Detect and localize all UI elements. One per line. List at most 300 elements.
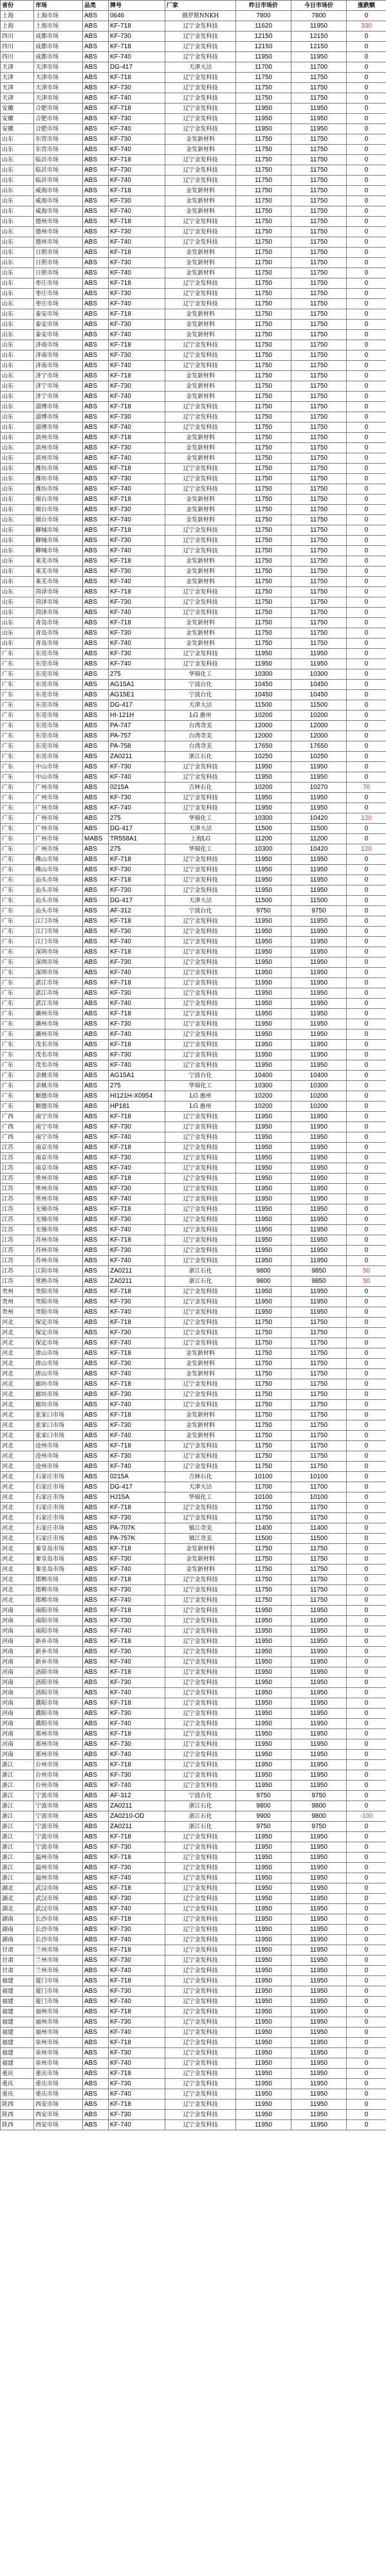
cell-change: 0 [347, 597, 386, 608]
cell-province: 山东 [1, 608, 34, 618]
cell-province: 浙江 [1, 1853, 34, 1863]
cell-change: 0 [347, 1554, 386, 1565]
cell-province: 浙江 [1, 1760, 34, 1770]
cell-category: ABS [83, 752, 109, 762]
cell-manufacturer: 辽宁金发科技 [165, 1626, 236, 1637]
cell-market: 台州市场 [34, 1770, 83, 1781]
table-row [1, 1225, 386, 1235]
cell-province: 广东 [1, 669, 34, 680]
cell-category: MABS [83, 834, 109, 844]
cell-category: ABS [83, 299, 109, 309]
cell-yesterday-price: 11950 [236, 1770, 291, 1781]
cell-category: ABS [83, 392, 109, 402]
cell-change: 0 [347, 1163, 386, 1174]
table-row [1, 1822, 386, 1832]
cell-province: 山东 [1, 381, 34, 392]
cell-yesterday-price: 11750 [236, 1595, 291, 1606]
cell-yesterday-price: 11950 [236, 957, 291, 968]
cell-category: ABS [83, 1719, 109, 1729]
cell-change: 0 [347, 546, 386, 556]
cell-province: 山东 [1, 515, 34, 525]
cell-province: 江苏 [1, 1256, 34, 1266]
cell-category: ABS [83, 1472, 109, 1482]
cell-manufacturer: 金发新材料 [165, 309, 236, 320]
cell-grade: KF-740 [109, 772, 165, 783]
cell-manufacturer: 金发新材料 [165, 453, 236, 464]
cell-yesterday-price: 11950 [236, 1832, 291, 1842]
cell-category: ABS [83, 865, 109, 875]
cell-grade: AG15A1 [109, 680, 165, 690]
cell-change: -100 [347, 1811, 386, 1822]
cell-market: 濮阳市场 [34, 1719, 83, 1729]
cell-market: 石家庄市场 [34, 1513, 83, 1523]
cell-province: 广西 [1, 1122, 34, 1132]
table-row [1, 176, 386, 186]
table-row [1, 1606, 386, 1616]
cell-manufacturer: 辽宁金发科技 [165, 978, 236, 988]
table-row [1, 2048, 386, 2058]
cell-change: 0 [347, 1102, 386, 1112]
cell-manufacturer: 吉林石化 [165, 1472, 236, 1482]
cell-yesterday-price: 11750 [236, 278, 291, 289]
cell-category: ABS [83, 145, 109, 155]
table-row [1, 752, 386, 762]
cell-category: ABS [83, 844, 109, 855]
cell-manufacturer: 辽宁金发科技 [165, 278, 236, 289]
cell-change: 0 [347, 608, 386, 618]
cell-yesterday-price: 12000 [236, 721, 291, 731]
cell-change: 0 [347, 947, 386, 957]
cell-manufacturer: 辽宁金发科技 [165, 957, 236, 968]
cell-today-price: 11500 [291, 1534, 347, 1544]
cell-change: 0 [347, 320, 386, 330]
cell-manufacturer: 辽宁金发科技 [165, 1709, 236, 1719]
cell-change: 0 [347, 1750, 386, 1760]
cell-grade: KF-730 [109, 1420, 165, 1431]
cell-grade: KF-718 [109, 916, 165, 927]
cell-change: 120 [347, 844, 386, 855]
cell-yesterday-price: 11950 [236, 1986, 291, 1997]
cell-province: 浙江 [1, 1801, 34, 1811]
cell-province: 河北 [1, 1595, 34, 1606]
table-row [1, 546, 386, 556]
cell-province: 河北 [1, 1328, 34, 1338]
table-row [1, 227, 386, 237]
cell-grade: DG-417 [109, 700, 165, 711]
cell-province: 广东 [1, 649, 34, 659]
cell-today-price: 11950 [291, 52, 347, 62]
cell-province: 山东 [1, 248, 34, 258]
table-row [1, 947, 386, 957]
cell-category: ABS [83, 32, 109, 42]
table-row [1, 330, 386, 340]
cell-yesterday-price: 10200 [236, 1102, 291, 1112]
cell-change: 0 [347, 1781, 386, 1791]
cell-today-price: 11950 [291, 1667, 347, 1678]
cell-province: 甘肃 [1, 1945, 34, 1955]
cell-manufacturer: 金发新材料 [165, 381, 236, 392]
cell-market: 汕头市场 [34, 885, 83, 896]
cell-province: 广东 [1, 1040, 34, 1050]
cell-grade: KF-718 [109, 1204, 165, 1215]
cell-manufacturer: 辽宁金发科技 [165, 402, 236, 412]
cell-category: ABS [83, 608, 109, 618]
cell-yesterday-price: 11950 [236, 2007, 291, 2017]
cell-grade: KF-730 [109, 988, 165, 999]
cell-manufacturer: LG 惠州 [165, 1102, 236, 1112]
cell-manufacturer: 台湾奇美 [165, 741, 236, 752]
cell-today-price: 11950 [291, 1174, 347, 1184]
cell-province: 广东 [1, 999, 34, 1009]
cell-manufacturer: 辽宁金发科技 [165, 1894, 236, 1904]
cell-market: 枣庄市场 [34, 278, 83, 289]
cell-category: ABS [83, 278, 109, 289]
cell-province: 广东 [1, 896, 34, 906]
cell-yesterday-price: 11950 [236, 1256, 291, 1266]
cell-grade: 275 [109, 669, 165, 680]
cell-yesterday-price: 11950 [236, 2048, 291, 2058]
cell-market: 沧州市场 [34, 1462, 83, 1472]
table-row [1, 1709, 386, 1719]
cell-yesterday-price: 12150 [236, 32, 291, 42]
cell-today-price: 10100 [291, 1472, 347, 1482]
cell-change: 0 [347, 587, 386, 597]
cell-category: ABS [83, 1698, 109, 1709]
cell-manufacturer: 天津大沽 [165, 824, 236, 834]
cell-province: 山东 [1, 289, 34, 299]
cell-category: ABS [83, 813, 109, 824]
cell-today-price: 11750 [291, 350, 347, 361]
cell-market: 南宁市场 [34, 1122, 83, 1132]
cell-manufacturer: 辽宁金发科技 [165, 659, 236, 669]
cell-market: 南宁市场 [34, 1132, 83, 1143]
cell-manufacturer: 辽宁金发科技 [165, 1112, 236, 1122]
cell-province: 广东 [1, 1071, 34, 1081]
cell-market: 新乡市场 [34, 1647, 83, 1657]
table-row [1, 927, 386, 937]
cell-grade: KF-718 [109, 371, 165, 381]
cell-yesterday-price: 11750 [236, 206, 291, 217]
cell-manufacturer: 辽宁金发科技 [165, 2069, 236, 2079]
cell-yesterday-price: 11700 [236, 1482, 291, 1492]
cell-grade: KF-718 [109, 1441, 165, 1451]
table-row [1, 392, 386, 402]
cell-yesterday-price: 11750 [236, 1348, 291, 1359]
cell-grade: KF-740 [109, 1060, 165, 1071]
cell-yesterday-price: 11950 [236, 1647, 291, 1657]
cell-manufacturer: 辽宁金发科技 [165, 885, 236, 896]
cell-change: 0 [347, 330, 386, 340]
cell-market: 武汉市场 [34, 1883, 83, 1894]
cell-province: 四川 [1, 52, 34, 62]
table-row [1, 1770, 386, 1781]
cell-change: 0 [347, 968, 386, 978]
table-row [1, 1318, 386, 1328]
cell-province: 广东 [1, 865, 34, 875]
cell-manufacturer: 辽宁金发科技 [165, 1925, 236, 1935]
cell-manufacturer: 天津大沽 [165, 62, 236, 73]
cell-yesterday-price: 11750 [236, 433, 291, 443]
table-row [1, 1935, 386, 1945]
cell-grade: DG-417 [109, 1482, 165, 1492]
cell-market: 宁波市场 [34, 1822, 83, 1832]
cell-province: 江苏 [1, 1153, 34, 1163]
table-row [1, 515, 386, 525]
cell-yesterday-price: 11950 [236, 1163, 291, 1174]
cell-market: 兰州市场 [34, 1945, 83, 1955]
table-row [1, 299, 386, 309]
cell-grade: KF-718 [109, 2007, 165, 2017]
cell-province: 广东 [1, 906, 34, 916]
cell-manufacturer: 辽宁金发科技 [165, 803, 236, 813]
cell-market: 无锡市场 [34, 1204, 83, 1215]
cell-province: 浙江 [1, 1832, 34, 1842]
cell-today-price: 11750 [291, 639, 347, 649]
cell-grade: KF-740 [109, 1565, 165, 1575]
cell-manufacturer: 辽宁金发科技 [165, 1739, 236, 1750]
cell-manufacturer: 辽宁金发科技 [165, 1945, 236, 1955]
cell-province: 山东 [1, 320, 34, 330]
cell-today-price: 11750 [291, 134, 347, 145]
cell-province: 四川 [1, 32, 34, 42]
cell-category: ABS [83, 1739, 109, 1750]
cell-province: 广东 [1, 752, 34, 762]
cell-today-price: 11950 [291, 1235, 347, 1246]
cell-grade: HP181 [109, 1102, 165, 1112]
cell-today-price: 11950 [291, 2017, 347, 2027]
table-row [1, 988, 386, 999]
cell-yesterday-price: 11750 [236, 309, 291, 320]
cell-yesterday-price: 11950 [236, 916, 291, 927]
cell-province: 山东 [1, 268, 34, 278]
cell-change: 0 [347, 32, 386, 42]
table-row [1, 1451, 386, 1462]
cell-province: 天津 [1, 83, 34, 93]
cell-market: 西安市场 [34, 2120, 83, 2130]
cell-change: 0 [347, 700, 386, 711]
cell-grade: TR558A1 [109, 834, 165, 844]
cell-province: 山东 [1, 145, 34, 155]
cell-change: 0 [347, 1369, 386, 1379]
cell-province: 山东 [1, 217, 34, 227]
cell-change: 0 [347, 1143, 386, 1153]
cell-yesterday-price: 11950 [236, 1153, 291, 1163]
cell-manufacturer: 辽宁金发科技 [165, 536, 236, 546]
cell-category: ABS [83, 1400, 109, 1410]
cell-manufacturer: 天津大沽 [165, 1482, 236, 1492]
cell-grade: KF-740 [109, 1657, 165, 1667]
cell-grade: KF-730 [109, 1863, 165, 1873]
cell-grade: KF-730 [109, 1297, 165, 1307]
cell-yesterday-price: 11950 [236, 1966, 291, 1976]
cell-category: ABS [83, 968, 109, 978]
cell-category: ABS [83, 916, 109, 927]
cell-province: 浙江 [1, 1811, 34, 1822]
cell-province: 河北 [1, 1554, 34, 1565]
table-row [1, 381, 386, 392]
cell-today-price: 11750 [291, 1348, 347, 1359]
cell-change: 0 [347, 1204, 386, 1215]
table-row [1, 1102, 386, 1112]
table-row [1, 2089, 386, 2100]
cell-market: 江门市场 [34, 937, 83, 947]
cell-market: 新乡市场 [34, 1637, 83, 1647]
cell-manufacturer: 辽宁金发科技 [165, 1400, 236, 1410]
cell-manufacturer: 辽宁金发科技 [165, 1163, 236, 1174]
cell-manufacturer: 辽宁金发科技 [165, 21, 236, 32]
cell-manufacturer: 浙江石化 [165, 1811, 236, 1822]
cell-market: 淄博市场 [34, 412, 83, 422]
cell-today-price: 10420 [291, 813, 347, 824]
cell-category: ABS [83, 772, 109, 783]
cell-manufacturer: 金发新材料 [165, 1410, 236, 1420]
cell-grade: KF-740 [109, 1873, 165, 1883]
cell-grade: KF-730 [109, 597, 165, 608]
cell-yesterday-price: 11950 [236, 1935, 291, 1945]
cell-manufacturer: 辽宁金发科技 [165, 104, 236, 114]
cell-manufacturer: 镇江奇美 [165, 1534, 236, 1544]
cell-province: 河北 [1, 1544, 34, 1554]
table-row [1, 1492, 386, 1503]
cell-province: 山东 [1, 464, 34, 474]
cell-category: ABS [83, 690, 109, 700]
cell-market: 广州市场 [34, 793, 83, 803]
cell-province: 河北 [1, 1534, 34, 1544]
table-row [1, 1966, 386, 1976]
cell-today-price: 11750 [291, 474, 347, 484]
cell-change: 0 [347, 577, 386, 587]
cell-manufacturer: 金发新材料 [165, 567, 236, 577]
cell-category: ABS [83, 793, 109, 803]
cell-market: 石家庄市场 [34, 1482, 83, 1492]
cell-today-price: 11950 [291, 1287, 347, 1297]
cell-manufacturer: 辽宁金发科技 [165, 227, 236, 237]
cell-today-price: 11950 [291, 1739, 347, 1750]
cell-category: ABS [83, 855, 109, 865]
cell-change: 0 [347, 731, 386, 741]
cell-grade: KF-718 [109, 73, 165, 83]
cell-change: 0 [347, 680, 386, 690]
cell-yesterday-price: 11750 [236, 381, 291, 392]
cell-grade: PA-758 [109, 741, 165, 752]
cell-today-price: 10200 [291, 711, 347, 721]
cell-change: 0 [347, 1091, 386, 1102]
cell-province: 河北 [1, 1575, 34, 1585]
cell-yesterday-price: 10400 [236, 1071, 291, 1081]
cell-market: 茂名市场 [34, 1050, 83, 1060]
cell-province: 广东 [1, 783, 34, 793]
cell-category: ABS [83, 93, 109, 104]
cell-manufacturer: 金发新材料 [165, 1565, 236, 1575]
cell-change: 0 [347, 1050, 386, 1060]
cell-category: ABS [83, 577, 109, 587]
cell-market: 常州市场 [34, 1174, 83, 1184]
cell-manufacturer: 辽宁金发科技 [165, 422, 236, 433]
cell-today-price: 11750 [291, 1554, 347, 1565]
table-row [1, 1287, 386, 1297]
cell-yesterday-price: 11750 [236, 1431, 291, 1441]
table-row [1, 556, 386, 567]
cell-category: ABS [83, 1019, 109, 1029]
table-row [1, 1832, 386, 1842]
cell-change: 0 [347, 1698, 386, 1709]
cell-today-price: 11950 [291, 2079, 347, 2089]
cell-today-price: 11950 [291, 1935, 347, 1945]
table-row [1, 484, 386, 494]
cell-today-price: 11950 [291, 2120, 347, 2130]
cell-change: 0 [347, 289, 386, 299]
cell-category: ABS [83, 1369, 109, 1379]
cell-change: 0 [347, 1431, 386, 1441]
cell-province: 河南 [1, 1626, 34, 1637]
cell-market: 东莞市场 [34, 721, 83, 731]
cell-change: 0 [347, 1904, 386, 1914]
table-row [1, 289, 386, 299]
cell-grade: KF-730 [109, 1925, 165, 1935]
cell-change: 0 [347, 1894, 386, 1904]
cell-yesterday-price: 11950 [236, 1976, 291, 1986]
cell-change: 0 [347, 690, 386, 700]
cell-change: 0 [347, 1256, 386, 1266]
table-row [1, 1791, 386, 1801]
cell-category: ABS [83, 2089, 109, 2100]
cell-province: 广东 [1, 700, 34, 711]
table-row [1, 1565, 386, 1575]
cell-category: ABS [83, 1318, 109, 1328]
cell-market: 潍坊市场 [34, 474, 83, 484]
cell-manufacturer: 华锦化工 [165, 844, 236, 855]
cell-province: 河北 [1, 1585, 34, 1595]
cell-grade: ZA0211 [109, 1266, 165, 1276]
cell-grade: KF-740 [109, 546, 165, 556]
cell-change: 0 [347, 618, 386, 628]
cell-today-price: 11950 [291, 659, 347, 669]
cell-grade: KF-740 [109, 145, 165, 155]
cell-change: 0 [347, 556, 386, 567]
cell-yesterday-price: 11750 [236, 464, 291, 474]
table-row [1, 567, 386, 577]
cell-market: 泉州市场 [34, 2048, 83, 2058]
cell-yesterday-price: 11950 [236, 2027, 291, 2038]
cell-change: 0 [347, 350, 386, 361]
cell-grade: KF-730 [109, 165, 165, 176]
cell-yesterday-price: 11750 [236, 83, 291, 93]
cell-manufacturer: 辽宁金发科技 [165, 1853, 236, 1863]
cell-yesterday-price: 11750 [236, 248, 291, 258]
cell-province: 河北 [1, 1431, 34, 1441]
cell-grade: KF-740 [109, 1400, 165, 1410]
cell-today-price: 11750 [291, 392, 347, 402]
cell-manufacturer: 辽宁金发科技 [165, 1194, 236, 1204]
cell-yesterday-price: 11750 [236, 320, 291, 330]
cell-province: 山东 [1, 494, 34, 505]
cell-market: 合肥市场 [34, 104, 83, 114]
cell-grade: KF-740 [109, 1781, 165, 1791]
cell-market: 合肥市场 [34, 114, 83, 124]
cell-change: 0 [347, 875, 386, 885]
table-row [1, 320, 386, 330]
cell-today-price: 11750 [291, 412, 347, 422]
table-row [1, 371, 386, 381]
cell-change: 0 [347, 628, 386, 639]
cell-market: 张家口市场 [34, 1431, 83, 1441]
cell-yesterday-price: 11950 [236, 1246, 291, 1256]
table-row [1, 1873, 386, 1883]
cell-yesterday-price: 11950 [236, 875, 291, 885]
table-row [1, 1174, 386, 1184]
cell-market: 威海市场 [34, 186, 83, 196]
cell-change: 0 [347, 1760, 386, 1770]
